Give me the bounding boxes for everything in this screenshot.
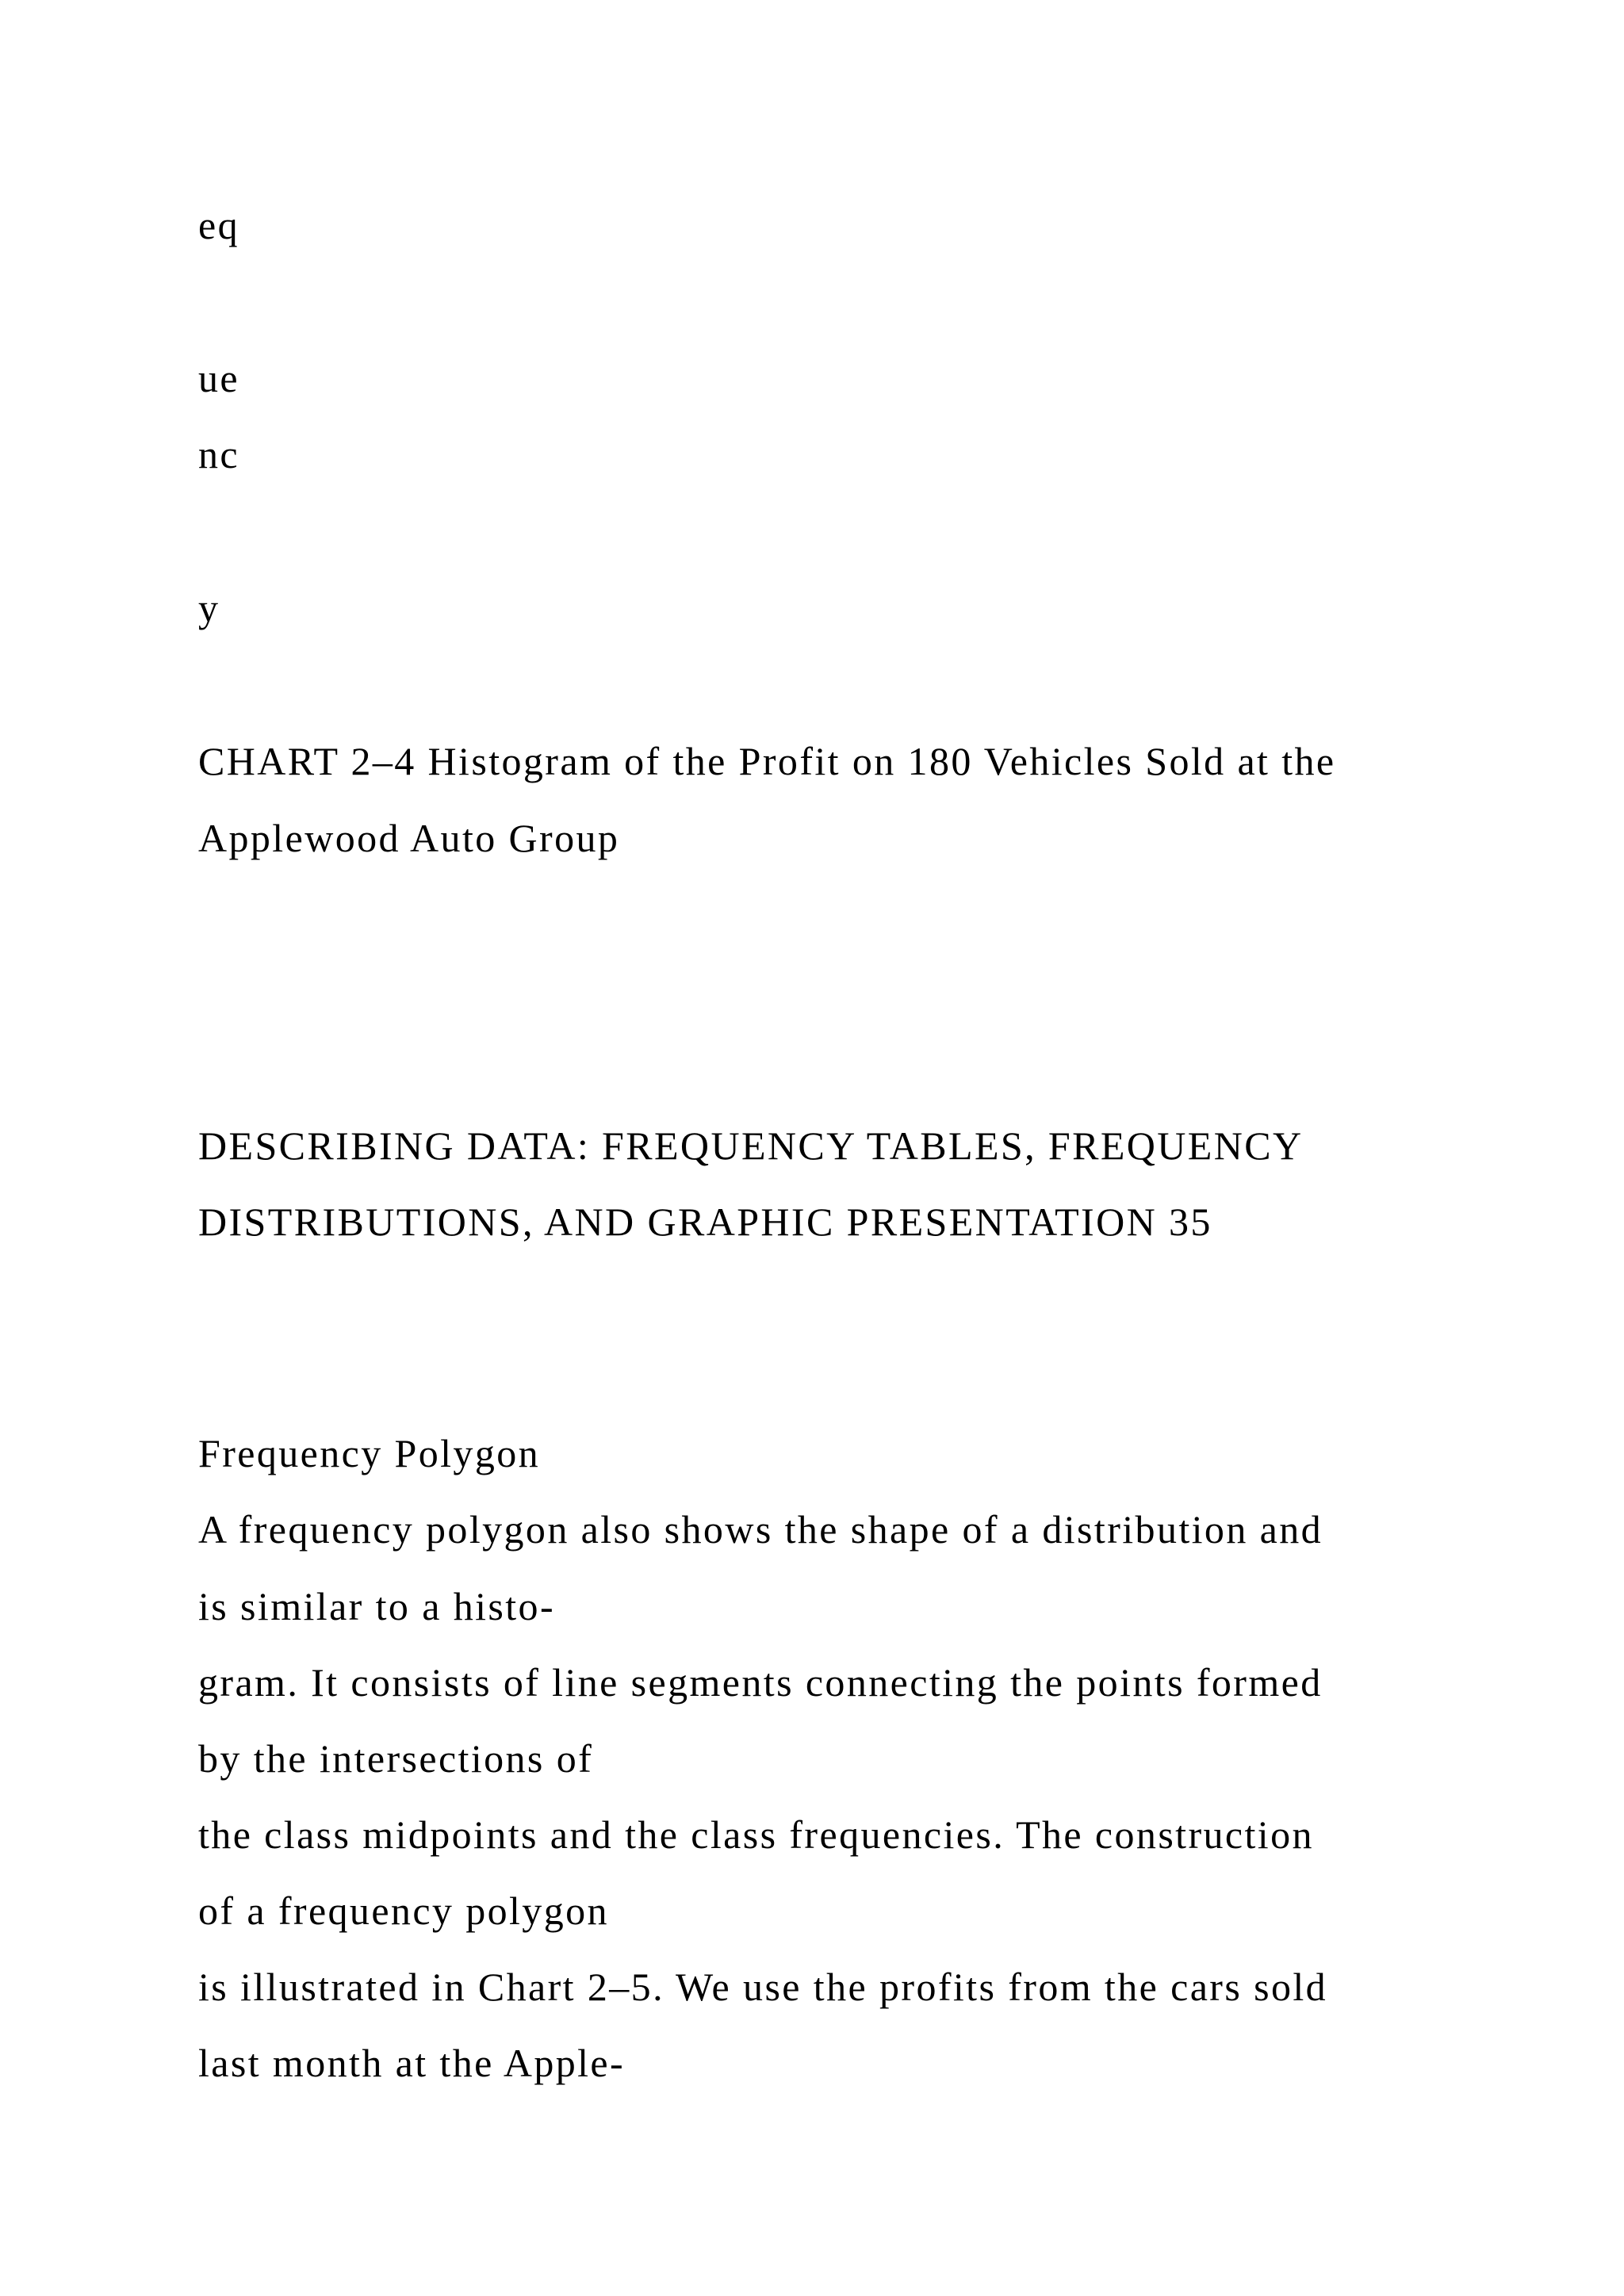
body-text-line: of a frequency polygon <box>198 1888 609 1933</box>
chart-caption-line: Applewood Auto Group <box>198 816 620 860</box>
running-header-line: DISTRIBUTIONS, AND GRAPHIC PRESENTATION 35 <box>198 1200 1212 1244</box>
body-text-line: is similar to a histo- <box>198 1584 555 1628</box>
chart-caption-line: CHART 2–4 Histogram of the Profit on 180 Vehicles Sold at the <box>198 739 1336 783</box>
body-text-line: by the intersections of <box>198 1736 594 1781</box>
axis-label-fragment: nc <box>198 432 239 476</box>
body-text-line: gram. It consists of line segments connecting the points formed <box>198 1660 1323 1705</box>
running-header-line: DESCRIBING DATA: FREQUENCY TABLES, FREQUENCY <box>198 1123 1304 1168</box>
axis-label-fragment: eq <box>198 203 239 247</box>
body-text-line: the class midpoints and the class frequencies. The construction <box>198 1812 1314 1857</box>
body-text-line: A frequency polygon also shows the shape of a distribution and <box>198 1507 1323 1552</box>
axis-label-fragment: y <box>198 586 220 630</box>
body-text-line: last month at the Apple- <box>198 2041 626 2085</box>
axis-label-fragment: ue <box>198 356 239 400</box>
body-text-line: is illustrated in Chart 2–5. We use the profits from the cars sold <box>198 1965 1328 2009</box>
section-heading: Frequency Polygon <box>198 1431 541 1475</box>
